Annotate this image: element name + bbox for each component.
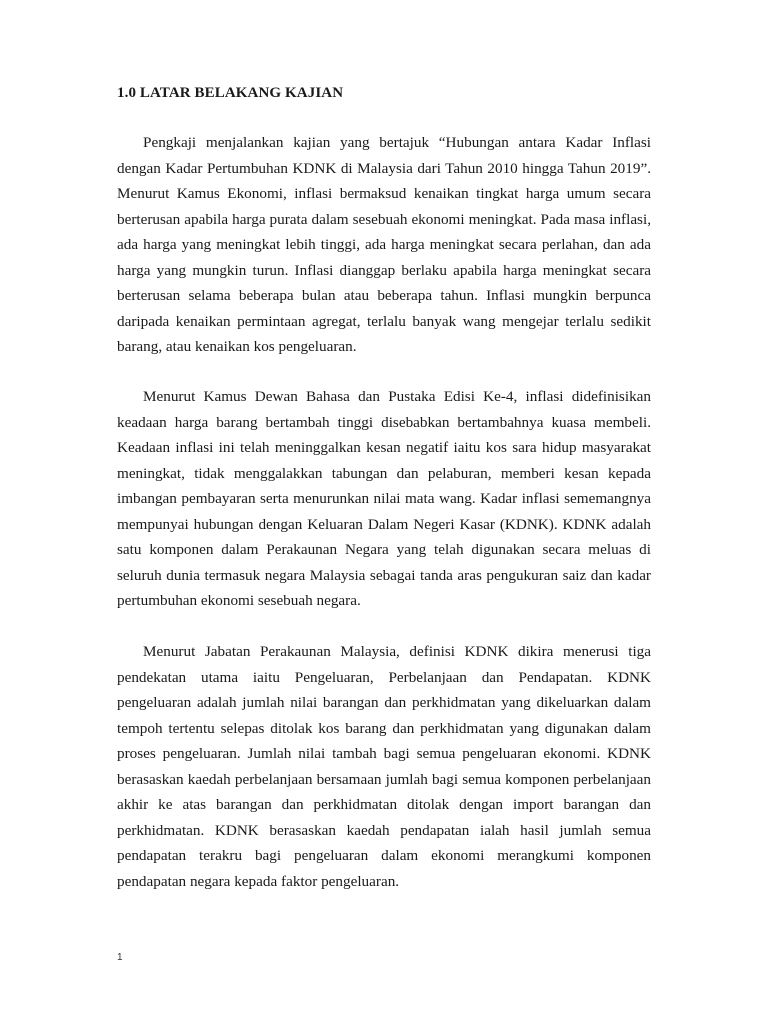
section-heading: 1.0 LATAR BELAKANG KAJIAN xyxy=(117,85,344,101)
paragraph-3: Menurut Jabatan Perakaunan Malaysia, definisi KDNK dikira menerusi tiga pendekatan utama iaitu Pengeluaran, Perbelanjaan dan Pendapatan. KDNK pengeluaran adalah jumlah nilai barangan dan perkhidmatan yang dikeluarkan dalam tempoh tertentu selepas ditolak kos barang dan perkhidmatan yang digunakan dalam proses pengeluaran. Jumlah nilai tambah bagi semua pengeluaran ekonomi. KDNK berasaskan kaedah perbelanjaan bersamaan jumlah bagi semua komponen perbelanjaan akhir ke atas barangan dan perkhidmatan ditolak dengan import barangan dan perkhidmatan. KDNK berasaskan kaedah pendapatan ialah hasil jumlah semua pendapatan terakru bagi pengeluaran dalam ekonomi merangkumi komponen pendapatan negara kepada faktor pengeluaran. xyxy=(117,643,651,890)
paragraph-1: Pengkaji menjalankan kajian yang bertajuk “Hubungan antara Kadar Inflasi dengan Kadar Pertumbuhan KDNK di Malaysia dari Tahun 2010 hingga Tahun 2019”. Menurut Kamus Ekonomi, inflasi bermaksud kenaikan tingkat harga umum secara berterusan apabila harga purata dalam sesebuah ekonomi meningkat. Pada masa inflasi, ada harga yang meningkat lebih tinggi, ada harga meningkat secara perlahan, dan ada harga yang mungkin turun. Inflasi dianggap berlaku apabila harga meningkat secara berterusan selama beberapa bulan atau beberapa tahun. Inflasi mungkin berpunca daripada kenaikan permintaan agregat, terlalu banyak wang mengejar terlalu sedikit barang, atau kenaikan kos pengeluaran. xyxy=(117,134,651,355)
page-number: 1 xyxy=(117,952,123,963)
paragraph-2: Menurut Kamus Dewan Bahasa dan Pustaka Edisi Ke-4, inflasi didefinisikan keadaan harga barang bertambah tinggi disebabkan bertambahnya kuasa membeli. Keadaan inflasi ini telah meninggalkan kesan negatif iaitu kos sara hidup masyarakat meningkat, tidak menggalakkan tabungan dan pelaburan, memberi kesan kepada imbangan pembayaran serta menurunkan nilai mata wang. Kadar inflasi sememangnya mempunyai hubungan dengan Keluaran Dalam Negeri Kasar (KDNK). KDNK adalah satu komponen dalam Perakaunan Negara yang telah digunakan secara meluas di seluruh dunia termasuk negara Malaysia sebagai tanda aras pengukuran saiz dan kadar pertumbuhan ekonomi sesebuah negara. xyxy=(117,388,651,609)
